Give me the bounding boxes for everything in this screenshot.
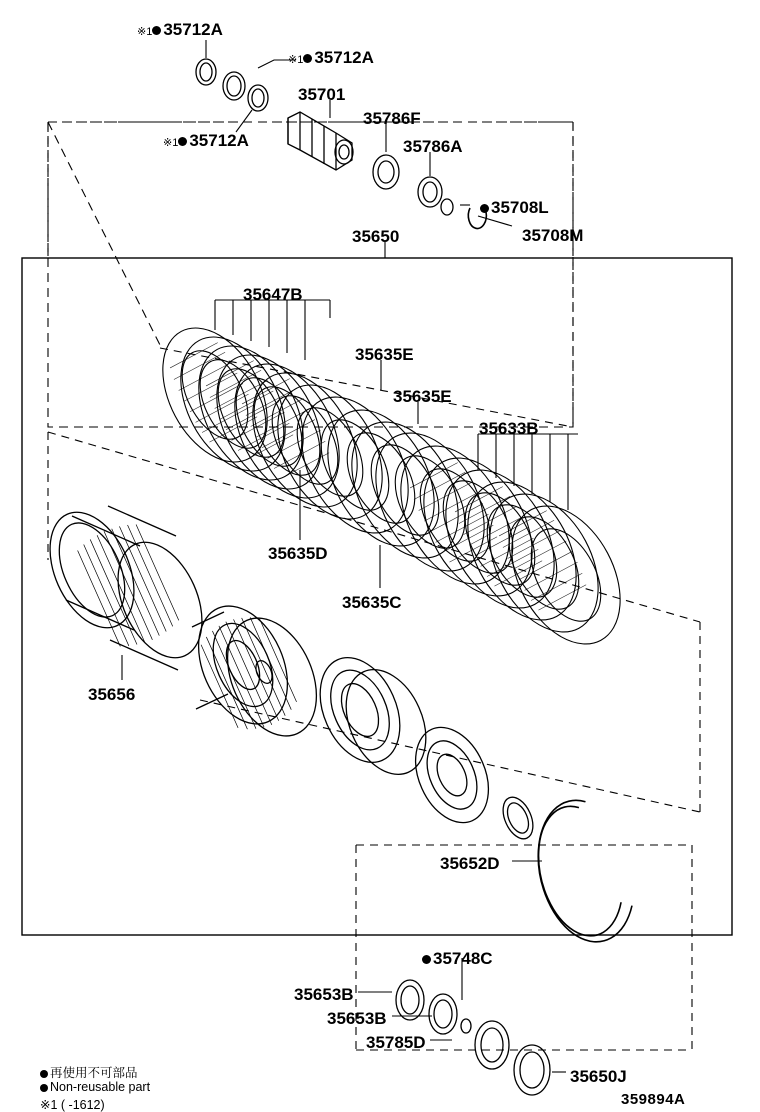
- part-label-35650J: 35650J: [570, 1067, 627, 1086]
- nonreusable-dot-icon: [40, 1084, 48, 1092]
- diagram-code: 359894A: [621, 1091, 686, 1108]
- nonreusable-dot-icon: [303, 54, 312, 63]
- part-label-35748C: [422, 949, 493, 969]
- star-marker-1: ※1: [137, 26, 153, 38]
- part-label-35647B: 35647B: [243, 285, 303, 304]
- part-label-35656: 35656: [88, 685, 136, 704]
- nonreusable-dot-icon: [40, 1070, 48, 1078]
- star-marker-3: ※1: [163, 137, 179, 149]
- part-number: 35748C: [433, 949, 493, 968]
- part-label-35653B-2: 35653B: [327, 1009, 387, 1028]
- part-label-35708M: 35708M: [522, 226, 584, 245]
- legend-row-star: [40, 1097, 105, 1112]
- part-label-35786A: 35786A: [403, 137, 463, 156]
- star-marker-2: ※1: [288, 54, 304, 66]
- part-number: 35712A: [163, 20, 223, 39]
- nonreusable-dot-icon: [480, 204, 489, 213]
- legend-text: 再使用不可部品: [50, 1066, 138, 1080]
- part-label-35650: 35650: [352, 227, 400, 246]
- part-label-35712A-3: [163, 131, 249, 151]
- nonreusable-dot-icon: [178, 137, 187, 146]
- part-label-35635E-1: 35635E: [355, 345, 414, 364]
- part-label-35635E-2: 35635E: [393, 387, 452, 406]
- part-label-35712A-2: [288, 48, 374, 68]
- part-number: 35708L: [491, 198, 549, 217]
- part-label-35633B: 35633B: [479, 419, 539, 438]
- legend-text: Non-reusable part: [50, 1080, 151, 1094]
- legend-row-japanese: [40, 1063, 138, 1081]
- part-number: 35712A: [189, 131, 249, 150]
- legend-row-english: [40, 1080, 150, 1094]
- part-label-35635D: 35635D: [268, 544, 328, 563]
- part-label-35786F: 35786F: [363, 109, 421, 128]
- part-label-35708L: [480, 198, 549, 218]
- part-label-35712A-1: [137, 20, 223, 40]
- legend-text: ※1 ( -1612): [40, 1098, 105, 1112]
- part-label-35701: 35701: [298, 85, 346, 104]
- part-label-35653B-1: 35653B: [294, 985, 354, 1004]
- nonreusable-dot-icon: [422, 955, 431, 964]
- nonreusable-dot-icon: [152, 26, 161, 35]
- part-number: 35712A: [314, 48, 374, 67]
- part-label-35652D: 35652D: [440, 854, 500, 873]
- part-label-35635C: 35635C: [342, 593, 402, 612]
- part-label-35785D: 35785D: [366, 1033, 426, 1052]
